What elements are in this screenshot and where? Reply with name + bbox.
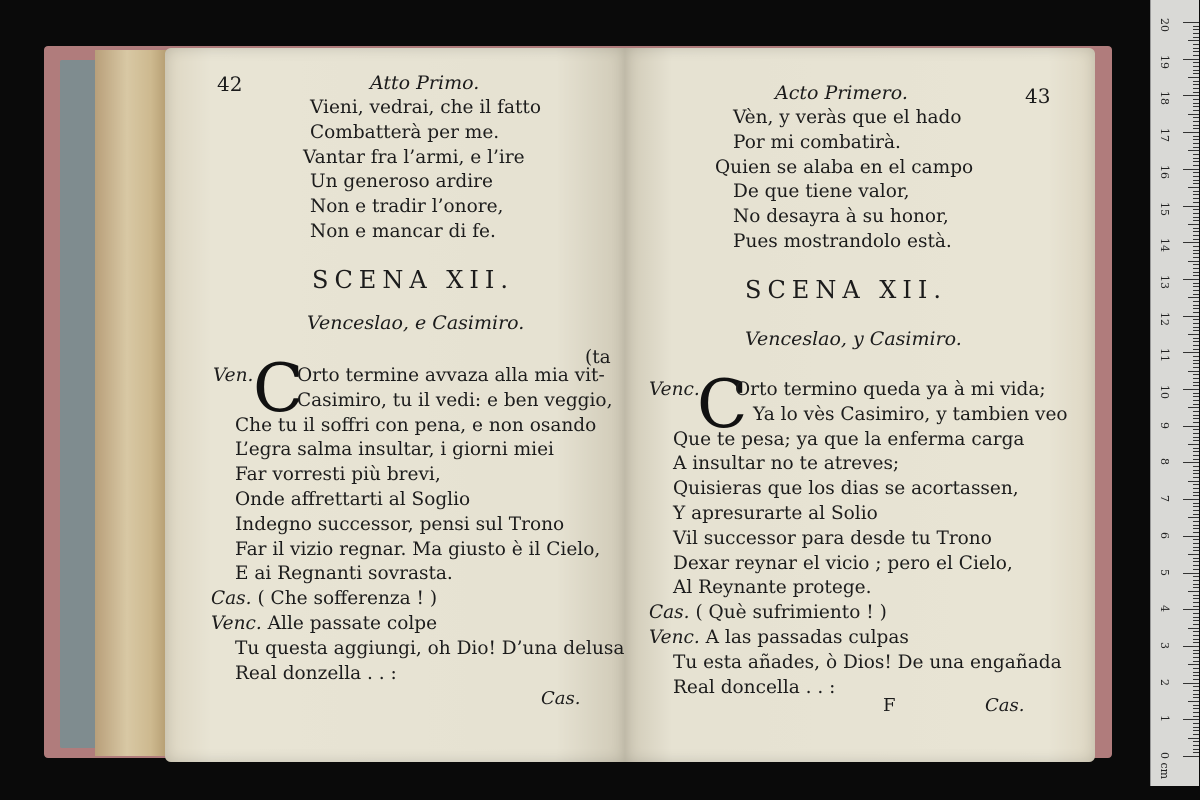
ruler-tick (1183, 646, 1199, 647)
ruler-tick (1193, 749, 1199, 750)
ruler-tick (1193, 183, 1199, 184)
ruler-tick (1193, 125, 1199, 126)
ruler-label: 12 (1158, 311, 1171, 326)
dialogue-line: Y apresurarte al Solio (673, 502, 878, 524)
speaker-label: Venc. (649, 626, 700, 648)
ruler-tick (1193, 367, 1199, 368)
ruler-tick (1183, 279, 1199, 280)
ruler-tick (1193, 510, 1199, 511)
signature-mark: F (883, 695, 896, 716)
ruler-tick (1193, 154, 1199, 155)
ruler-tick (1183, 59, 1199, 60)
ruler-tick (1188, 40, 1199, 41)
speaker-label: Ven. (213, 365, 254, 386)
ruler-tick (1193, 440, 1199, 441)
ruler-tick (1193, 598, 1199, 599)
ruler-tick (1193, 584, 1199, 585)
ruler-label: 15 (1158, 201, 1171, 216)
ruler-tick (1193, 668, 1199, 669)
ruler-tick (1193, 422, 1199, 423)
ruler-tick (1188, 334, 1199, 335)
ruler-tick (1193, 308, 1199, 309)
ruler-tick (1193, 708, 1199, 709)
ruler-tick (1193, 341, 1199, 342)
ruler-tick (1193, 117, 1199, 118)
ruler-tick (1193, 48, 1199, 49)
ruler-tick (1193, 561, 1199, 562)
ruler-tick (1193, 418, 1199, 419)
ruler-label: 13 (1158, 274, 1171, 289)
dialogue-line: L’egra salma insultar, i giorni miei (235, 439, 554, 461)
ruler-tick (1193, 349, 1199, 350)
ruler-tick (1193, 330, 1199, 331)
ruler-tick (1193, 495, 1199, 496)
ruler-tick (1193, 686, 1199, 687)
ruler-tick (1188, 517, 1199, 518)
ruler-tick (1193, 613, 1199, 614)
ruler-label: 18 (1158, 91, 1171, 106)
ruler-tick (1193, 653, 1199, 654)
ruler-tick (1193, 631, 1199, 632)
ruler-label: 0 cm (1158, 752, 1171, 780)
ruler-tick (1193, 92, 1199, 93)
exchange-block (211, 587, 437, 637)
ruler-tick (1193, 139, 1199, 140)
verse-block (715, 106, 973, 255)
ruler-tick (1193, 617, 1199, 618)
ruler-tick (1188, 664, 1199, 665)
ruler-tick (1193, 429, 1199, 430)
ruler-tick (1193, 198, 1199, 199)
ruler-tick (1183, 352, 1199, 353)
scene-title: SCENA XII. (312, 266, 514, 294)
ruler-tick (1193, 51, 1199, 52)
ruler-tick (1193, 712, 1199, 713)
ruler-tick (1193, 220, 1199, 221)
ruler-tick (1193, 323, 1199, 324)
ruler-tick (1193, 194, 1199, 195)
ruler-label: 7 (1158, 495, 1171, 503)
ruler-tick (1188, 481, 1199, 482)
ruler-tick (1188, 591, 1199, 592)
ruler-tick (1193, 147, 1199, 148)
ruler-label: 2 (1158, 678, 1171, 686)
verse-line: Vieni, vedrai, che il fatto (310, 97, 541, 118)
ruler-tick (1193, 470, 1199, 471)
ruler-tick (1193, 363, 1199, 364)
verse-line: Vèn, y veràs que el hado (733, 107, 962, 128)
ruler-tick (1193, 305, 1199, 306)
ruler-tick (1193, 433, 1199, 434)
continuation-block (235, 637, 624, 687)
ruler-tick (1193, 675, 1199, 676)
ruler-tick (1193, 404, 1199, 405)
ruler-tick (1193, 657, 1199, 658)
ruler-tick (1193, 44, 1199, 45)
ruler-tick (1193, 514, 1199, 515)
verse-line: Quien se alaba en el campo (715, 156, 974, 178)
ruler-tick (1193, 73, 1199, 74)
ruler-tick (1193, 415, 1199, 416)
ruler-tick (1193, 752, 1199, 753)
ruler-tick (1193, 503, 1199, 504)
ruler-tick (1193, 99, 1199, 100)
ruler-tick (1193, 492, 1199, 493)
ruler-tick (1193, 209, 1199, 210)
ruler-tick (1193, 396, 1199, 397)
dialogue-line: Al Reynante protege. (673, 577, 872, 599)
verse-line: Por mi combatirà. (733, 131, 901, 153)
ruler-label: 17 (1158, 128, 1171, 143)
ruler-tick (1183, 316, 1199, 317)
exchange-line (649, 601, 909, 626)
ruler-tick (1193, 128, 1199, 129)
ruler-tick (1193, 66, 1199, 67)
dialogue-line: Tu esta añades, ò Dios! De una engañada (673, 652, 1062, 673)
dialogue-line: Far il vizio regnar. Ma giusto è il Cielo, (235, 538, 601, 560)
ruler-tick (1183, 242, 1199, 243)
ruler-tick (1193, 213, 1199, 214)
ruler-tick (1193, 253, 1199, 254)
speaker-label: Cas. (649, 602, 690, 623)
ruler-tick (1183, 132, 1199, 133)
ruler-tick (1193, 411, 1199, 412)
ruler-tick (1193, 727, 1199, 728)
ruler-tick (1188, 261, 1199, 262)
overflow-fragment: (ta (585, 347, 611, 368)
ruler-tick (1193, 730, 1199, 731)
ruler-tick (1193, 642, 1199, 643)
verse-line: Combatterà per me. (310, 121, 500, 143)
verse-line: Non e mancar di fe. (310, 220, 496, 242)
ruler-tick (1193, 338, 1199, 339)
scene-characters: Venceslao, e Casimiro. (307, 312, 525, 334)
ruler-label: 11 (1158, 348, 1171, 363)
ruler-tick (1193, 694, 1199, 695)
ruler-tick (1193, 437, 1199, 438)
ruler-tick (1193, 745, 1199, 746)
drop-cap: C (253, 350, 304, 427)
ruler-tick (1193, 264, 1199, 265)
ruler-tick (1188, 150, 1199, 151)
ruler-tick (1193, 136, 1199, 137)
dialogue-line: Que te pesa; ya que la enferma carga (673, 428, 1025, 450)
ruler-tick (1188, 187, 1199, 188)
dialogue-line: Che tu il soffri con pena, e non osando (235, 414, 597, 436)
ruler-tick (1193, 312, 1199, 313)
ruler-label: 10 (1158, 385, 1171, 399)
speaker-label: Cas. (211, 588, 252, 609)
ruler-tick (1183, 169, 1199, 170)
ruler-label: 5 (1158, 568, 1171, 576)
ruler-tick (1193, 734, 1199, 735)
ruler-tick (1193, 466, 1199, 467)
ruler-tick (1193, 84, 1199, 85)
ruler-tick (1193, 88, 1199, 89)
ruler-tick (1193, 532, 1199, 533)
ruler-tick (1193, 106, 1199, 107)
ruler-tick (1193, 191, 1199, 192)
ruler-tick (1193, 580, 1199, 581)
dialogue-line: Dexar reynar el vicio ; pero el Cielo, (673, 552, 1013, 574)
ruler-tick (1193, 473, 1199, 474)
ruler-tick (1193, 272, 1199, 273)
exchange-block (649, 601, 909, 651)
continuation-block (673, 651, 1062, 701)
dialogue-line: Real doncella . . : (673, 676, 836, 698)
ruler-tick (1183, 719, 1199, 720)
catchword: Cas. (985, 695, 1025, 716)
ruler-tick (1193, 539, 1199, 540)
ruler-tick (1188, 701, 1199, 702)
ruler-tick (1193, 286, 1199, 287)
ruler-tick (1193, 679, 1199, 680)
ruler-tick (1193, 382, 1199, 383)
ruler-tick (1183, 462, 1199, 463)
ruler-tick (1188, 297, 1199, 298)
ruler-tick (1193, 606, 1199, 607)
dialogue-line: Indegno successor, pensi sul Trono (235, 513, 565, 535)
verse-block (303, 96, 541, 245)
ruler-tick (1193, 385, 1199, 386)
verse-line: Non e tradir l’onore, (310, 196, 504, 218)
ruler-tick (1193, 231, 1199, 232)
ruler-tick (1193, 639, 1199, 640)
ruler-label: 9 (1158, 421, 1171, 429)
running-header: Atto Primo. (370, 72, 480, 94)
page-number: 42 (217, 72, 243, 96)
ruler-tick (1193, 547, 1199, 548)
ruler-tick (1193, 301, 1199, 302)
ruler-tick (1193, 37, 1199, 38)
verse-line: Vantar fra l’armi, e l’ire (303, 146, 525, 168)
ruler-tick (1188, 554, 1199, 555)
ruler-tick (1193, 70, 1199, 71)
ruler-tick (1193, 228, 1199, 229)
ruler-tick (1183, 683, 1199, 684)
ruler-tick (1193, 723, 1199, 724)
ruler-tick (1193, 374, 1199, 375)
drop-cap: C (697, 366, 748, 443)
ruler-tick (1193, 62, 1199, 63)
dialogue-line: Tu questa aggiungi, oh Dio! D’una delusa (235, 638, 625, 659)
ruler-tick (1193, 488, 1199, 489)
ruler-tick (1193, 158, 1199, 159)
ruler-tick (1193, 400, 1199, 401)
exchange-text: Alle passate colpe (267, 612, 438, 634)
ruler-tick (1183, 206, 1199, 207)
dialogue-line: Onde affrettarti al Soglio (235, 488, 471, 510)
ruler-tick (1193, 268, 1199, 269)
ruler-tick (1188, 224, 1199, 225)
ruler-tick (1188, 628, 1199, 629)
ruler-tick (1193, 33, 1199, 34)
ruler-tick (1193, 697, 1199, 698)
ruler-tick (1193, 521, 1199, 522)
speaker-label: Venc. (211, 612, 262, 634)
ruler-tick (1193, 176, 1199, 177)
ruler-tick (1193, 172, 1199, 173)
ruler-tick (1193, 569, 1199, 570)
right-page (625, 48, 1095, 762)
ruler-tick (1188, 444, 1199, 445)
ruler-tick (1193, 103, 1199, 104)
ruler-label: 4 (1158, 605, 1171, 613)
scene-characters: Venceslao, y Casimiro. (745, 328, 962, 350)
ruler-label: 3 (1158, 641, 1171, 649)
ruler-tick (1193, 356, 1199, 357)
ruler-tick (1193, 250, 1199, 251)
exchange-line (649, 626, 909, 651)
ruler-tick (1183, 756, 1199, 757)
ruler-tick (1188, 77, 1199, 78)
ruler-tick (1193, 565, 1199, 566)
ruler-tick (1193, 620, 1199, 621)
page-number: 43 (1025, 84, 1051, 108)
ruler-tick (1193, 484, 1199, 485)
ruler-tick (1193, 393, 1199, 394)
ruler-tick (1193, 239, 1199, 240)
exchange-text: ( Què sufrimiento ! ) (695, 602, 887, 623)
dialogue-line: Casimiro, tu il vedi: e ben veggio, (297, 389, 613, 411)
dialogue-line: Orto termine avvaza alla mia vit- (297, 365, 605, 386)
exchange-line (211, 587, 437, 612)
dialogue-block (673, 378, 1068, 601)
ruler-tick (1193, 378, 1199, 379)
ruler-tick (1193, 165, 1199, 166)
ruler-tick (1193, 716, 1199, 717)
exchange-text: ( Che sofferenza ! ) (257, 588, 438, 609)
ruler-tick (1193, 319, 1199, 320)
ruler-tick (1193, 451, 1199, 452)
ruler-tick (1193, 81, 1199, 82)
ruler-tick (1183, 573, 1199, 574)
ruler-tick (1193, 587, 1199, 588)
ruler-tick (1193, 246, 1199, 247)
ruler-tick (1193, 121, 1199, 122)
ruler-tick (1193, 290, 1199, 291)
ruler-tick (1193, 741, 1199, 742)
ruler-tick (1193, 161, 1199, 162)
ruler-tick (1193, 550, 1199, 551)
ruler-tick (1193, 275, 1199, 276)
ruler-label: 16 (1158, 164, 1171, 179)
ruler-tick (1188, 371, 1199, 372)
ruler-tick (1193, 294, 1199, 295)
ruler-tick (1193, 55, 1199, 56)
ruler-tick (1193, 143, 1199, 144)
ruler-tick (1193, 180, 1199, 181)
ruler-tick (1193, 602, 1199, 603)
ruler-tick (1183, 389, 1199, 390)
ruler-tick (1183, 22, 1199, 23)
scene-title: SCENA XII. (745, 276, 947, 304)
ruler-tick (1188, 738, 1199, 739)
ruler-tick (1183, 609, 1199, 610)
ruler-tick (1183, 95, 1199, 96)
running-header: Acto Primero. (775, 82, 908, 104)
ruler-label: 14 (1158, 238, 1171, 253)
ruler-tick (1193, 672, 1199, 673)
exchange-text: A las passadas culpas (705, 626, 909, 648)
dialogue-line: E ai Regnanti sovrasta. (235, 563, 453, 585)
ruler-tick (1193, 525, 1199, 526)
ruler-label: 6 (1158, 531, 1171, 539)
ruler-tick (1193, 235, 1199, 236)
catchword: Cas. (541, 688, 581, 709)
ruler-label: 19 (1158, 54, 1171, 69)
verse-line: De que tiene valor, (733, 181, 910, 203)
verse-line: No desayra à su honor, (733, 206, 949, 228)
dialogue-line: A insultar no te atreves; (673, 453, 900, 475)
ruler-tick (1193, 705, 1199, 706)
ruler-label: 20 (1158, 18, 1171, 32)
ruler-tick (1193, 595, 1199, 596)
verse-line: Pues mostrandolo està. (733, 230, 952, 252)
left-page (165, 48, 625, 762)
ruler-tick (1183, 499, 1199, 500)
ruler-tick (1193, 29, 1199, 30)
ruler-tick (1193, 257, 1199, 258)
dialogue-line: Real donzella . . : (235, 662, 397, 684)
ruler-tick (1193, 345, 1199, 346)
ruler-tick (1193, 110, 1199, 111)
ruler-tick (1193, 690, 1199, 691)
ruler-tick (1193, 624, 1199, 625)
exchange-line (211, 612, 437, 637)
ruler-tick (1193, 455, 1199, 456)
verse-line: Un generoso ardire (310, 171, 493, 193)
page-block-edge (95, 50, 175, 756)
dialogue-line: Far vorresti più brevi, (235, 464, 441, 486)
ruler-tick (1188, 114, 1199, 115)
ruler-tick (1183, 536, 1199, 537)
speaker-label: Venc. (649, 379, 700, 400)
ruler-tick (1193, 635, 1199, 636)
dialogue-line: Ya lo vès Casimiro, y tambien veo (753, 403, 1068, 425)
ruler-tick (1183, 426, 1199, 427)
ruler-tick (1193, 217, 1199, 218)
ruler-tick (1193, 543, 1199, 544)
ruler-tick (1193, 558, 1199, 559)
ruler-label: 8 (1158, 458, 1171, 466)
ruler-tick (1193, 283, 1199, 284)
ruler-tick (1193, 327, 1199, 328)
ruler-tick (1193, 459, 1199, 460)
ruler-tick (1193, 650, 1199, 651)
dialogue-line: Vil successor para desde tu Trono (673, 527, 992, 549)
ruler-tick (1193, 528, 1199, 529)
ruler-tick (1193, 26, 1199, 27)
ruler-tick (1193, 477, 1199, 478)
measuring-ruler (1150, 0, 1199, 786)
ruler-tick (1193, 506, 1199, 507)
ruler-tick (1188, 407, 1199, 408)
ruler-label: 1 (1158, 715, 1171, 723)
ruler-tick (1193, 448, 1199, 449)
ruler-tick (1193, 360, 1199, 361)
dialogue-block (235, 364, 612, 587)
ruler-tick (1193, 202, 1199, 203)
ruler-tick (1193, 576, 1199, 577)
dialogue-line: Orto termino queda ya à mi vida; (735, 379, 1046, 400)
ruler-tick (1193, 661, 1199, 662)
dialogue-line: Quisieras que los dias se acortassen, (673, 478, 1019, 500)
